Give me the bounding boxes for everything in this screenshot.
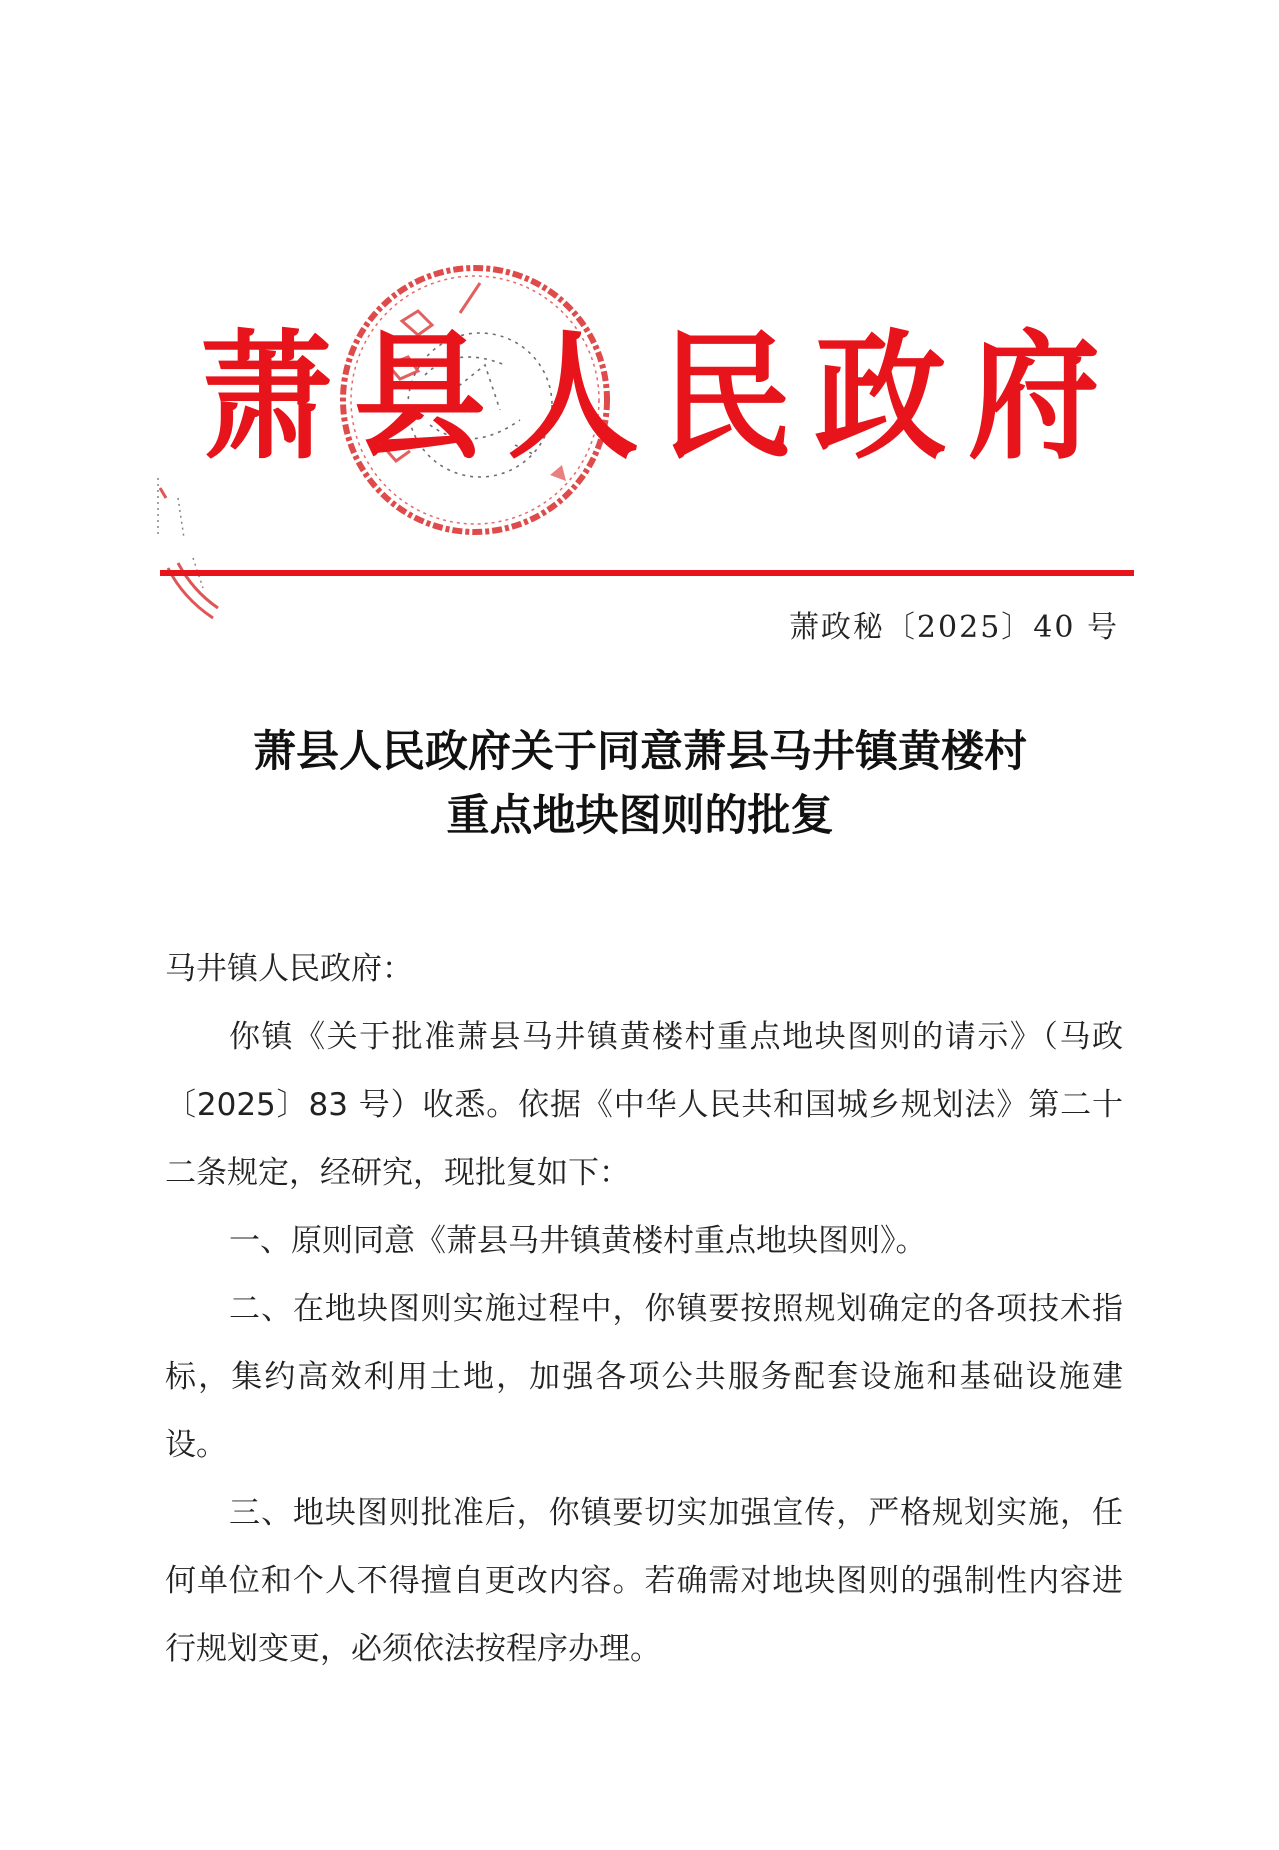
issuer-char: 民 <box>660 316 793 479</box>
issuer-header <box>200 318 1100 478</box>
body-paragraph: 你镇《关于批准萧县马井镇黄楼村重点地块图则的请示》（马政〔2025〕83 号）收悉。依据《中华人民共和国城乡规划法》第二十二条规定，经研究，现批复如下： <box>165 1019 1123 1191</box>
header-red-rule <box>160 570 1134 576</box>
document-number: 萧政秘〔2025〕40 号 <box>788 610 1119 645</box>
salutation: 马井镇人民政府： <box>165 951 413 987</box>
body-paragraph: 一、原则同意《萧县马井镇黄楼村重点地块图则》。 <box>229 1223 927 1259</box>
document-body <box>165 935 1123 1683</box>
issuer-char: 人 <box>507 316 640 479</box>
issuer-char: 县 <box>353 316 486 479</box>
document-title-line-2: 重点地块图则的批复 <box>446 791 834 841</box>
scan-edge-marks <box>148 468 238 628</box>
body-paragraph: 二、在地块图则实施过程中，你镇要按照规划确定的各项技术指标，集约高效利用土地，加强各项公共服务配套设施和基础设施建设。 <box>165 1291 1123 1463</box>
issuer-char: 政 <box>814 316 947 479</box>
body-paragraph: 三、地块图则批准后，你镇要切实加强宣传，严格规划实施，任何单位和个人不得擅自更改内容。若确需对地块图则的强制性内容进行规划变更，必须依法按程序办理。 <box>165 1495 1123 1667</box>
document-title <box>140 720 1140 848</box>
document-title-line-1: 萧县人民政府关于同意萧县马井镇黄楼村 <box>253 727 1027 777</box>
issuer-char: 萧 <box>200 316 332 479</box>
issuer-char: 府 <box>967 316 1100 479</box>
